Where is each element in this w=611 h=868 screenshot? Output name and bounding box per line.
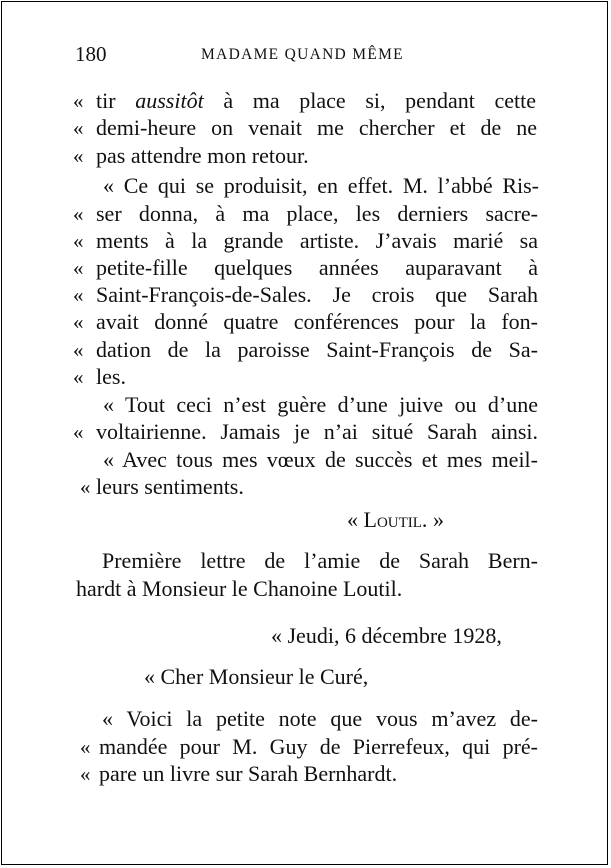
- line-text: leurs sentiments.: [96, 474, 244, 499]
- line-text: demi-heure on venait me chercher et de ne: [96, 115, 537, 140]
- quote-mark: «: [80, 475, 91, 499]
- line-text: « Avec tous mes vœux de succès et mes meil-: [103, 447, 538, 472]
- line-text: [96, 88, 536, 114]
- running-head: MADAME QUAND MÊME: [201, 46, 404, 63]
- letter-text: mandée pour M. Guy de Pierrefeux, qui pré-: [99, 734, 538, 759]
- line-text: « Ce qui se produisit, en effet. M. l’abbé Ris-: [103, 173, 539, 198]
- letter-text: pare un livre sur Sarah Bernhardt.: [99, 761, 398, 786]
- signature-open-quote: «: [347, 507, 364, 532]
- line-text-start: tir: [96, 88, 136, 113]
- letter-text: « Voici la petite note que vous m’avez de-: [102, 706, 538, 731]
- quote-mark: «: [80, 735, 91, 759]
- line-text: ser donna, à ma place, les derniers sacre-: [96, 201, 538, 226]
- line-text: ments à la grande artiste. J’avais marié sa: [96, 228, 538, 253]
- quote-mark: «: [73, 256, 84, 280]
- signature: [347, 507, 444, 533]
- quote-mark: «: [73, 144, 84, 168]
- quote-mark: «: [73, 89, 84, 113]
- quote-mark: «: [73, 338, 84, 362]
- page-number: 180: [75, 42, 107, 66]
- dateline: « Jeudi, 6 décembre 1928,: [271, 623, 502, 648]
- line-text: « Tout ceci n’est guère d’une juive ou d’une: [103, 392, 538, 417]
- salutation: « Cher Monsieur le Curé,: [144, 664, 369, 689]
- quote-mark: «: [80, 762, 91, 786]
- intro-text: hardt à Monsieur le Chanoine Loutil.: [76, 576, 403, 601]
- line-text-end: à ma place si, pendant cette: [203, 88, 536, 113]
- line-text: avait donné quatre conférences pour la fon-: [96, 309, 538, 334]
- intro-text: Première lettre de l’amie de Sarah Bern-: [102, 548, 538, 573]
- italic-word: aussitôt: [135, 88, 204, 113]
- quote-mark: «: [73, 116, 84, 140]
- quote-mark: «: [73, 202, 84, 226]
- quote-mark: «: [73, 310, 84, 334]
- line-text: voltairienne. Jamais je n’ai situé Sarah ainsi.: [96, 419, 538, 444]
- quote-mark: «: [73, 365, 84, 389]
- line-text: Saint-François-de-Sales. Je crois que Sarah: [96, 282, 538, 307]
- quote-mark: «: [73, 283, 84, 307]
- line-text: petite-fille quelques années auparavant à: [96, 255, 538, 280]
- line-text: les.: [96, 364, 126, 389]
- line-text: pas attendre mon retour.: [96, 143, 309, 168]
- quote-mark: «: [73, 229, 84, 253]
- page-header: [0, 38, 611, 68]
- signature-close-quote: »: [427, 507, 444, 532]
- quote-mark: «: [73, 420, 84, 444]
- line-text: dation de la paroisse Saint-François de Sa-: [96, 337, 538, 362]
- signature-name: Loutil.: [363, 507, 428, 532]
